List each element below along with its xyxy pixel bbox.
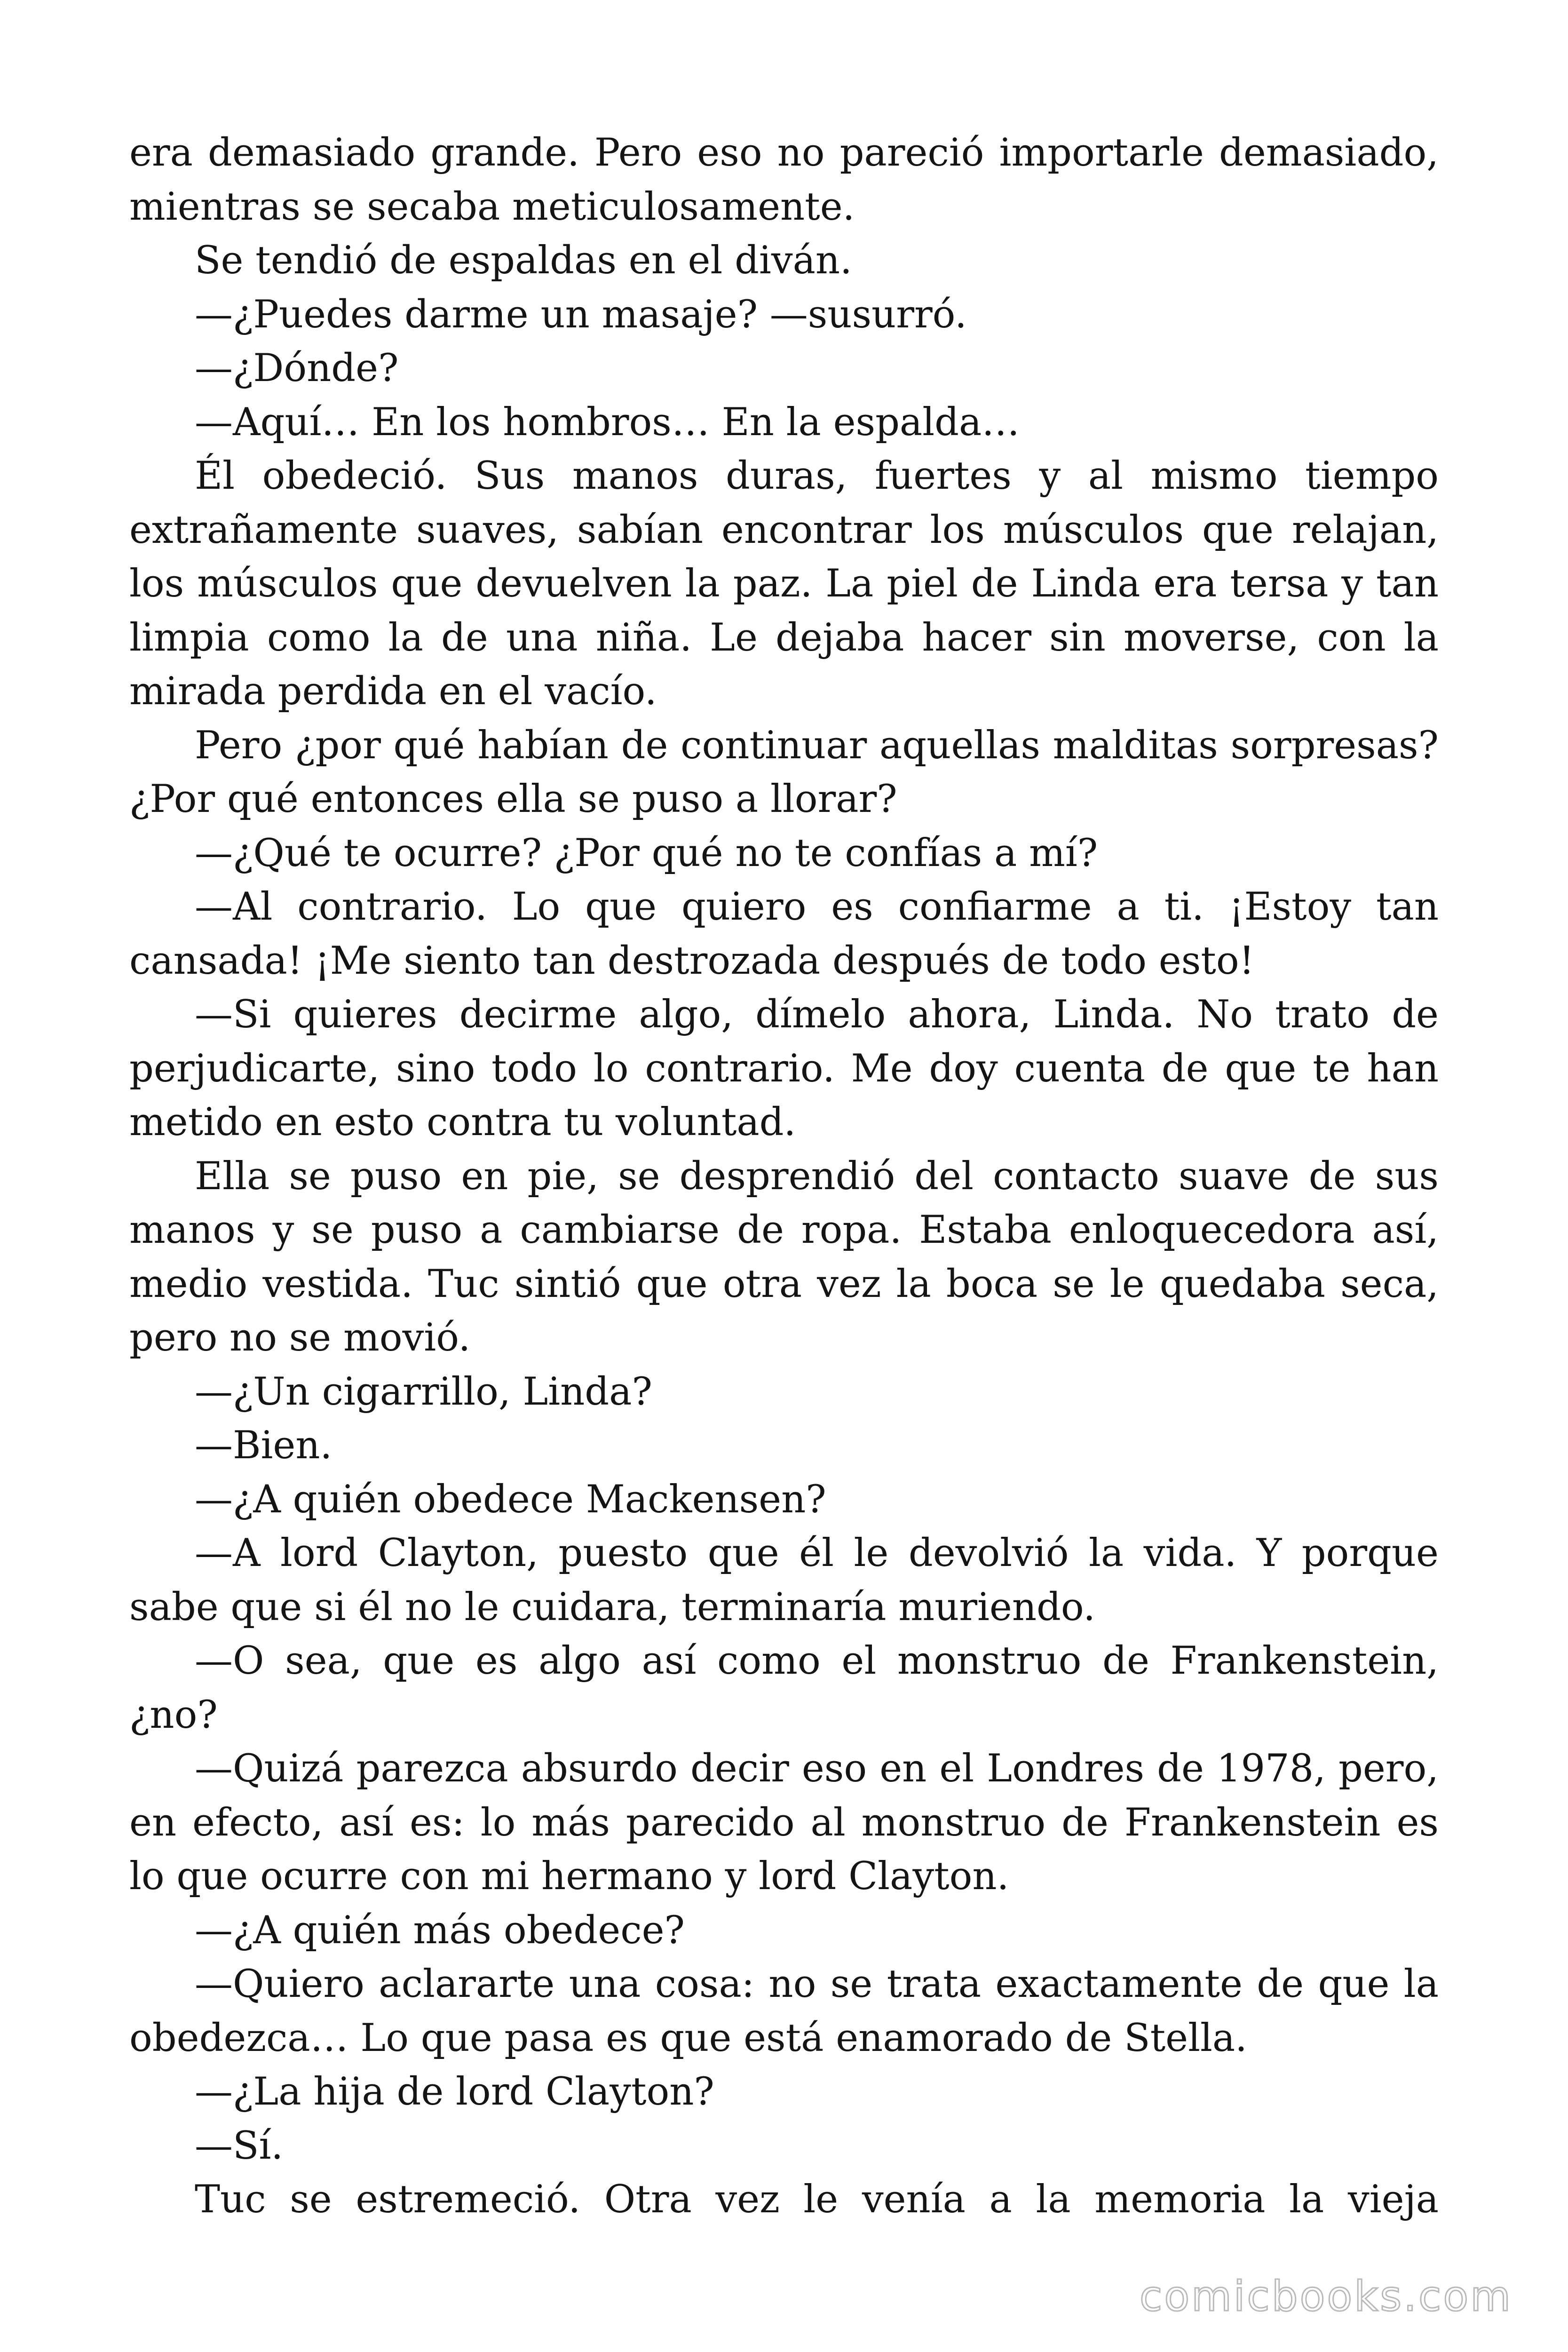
paragraph: —Quizá parezca absurdo decir eso en el Londres de 1978, pero, en efecto, así es: lo más parecido al monstruo de Frankenstein es lo que ocurre con mi hermano y lord Clayton. [129,1747,1439,1899]
paragraph: —A lord Clayton, puesto que él le devolvió la vida. Y porque sabe que si él no le cuidara, terminaría muriendo. [129,1531,1439,1629]
watermark-text: comicbooks.com [1139,2272,1513,2320]
paragraph: —O sea, que es algo así como el monstruo de Frankenstein, ¿no? [129,1639,1439,1737]
paragraph: Se tendió de espaldas en el diván. [195,238,852,283]
paragraph: —Si quieres decirme algo, dímelo ahora, Linda. No trato de perjudicarte, sino todo lo contrario. Me doy cuenta de que te han metido en esto contra tu voluntad. [129,993,1439,1144]
paragraph: Tuc se estremeció. Otra vez le venía a la memoria la vieja [195,2177,1439,2222]
paragraph: —¿Un cigarrillo, Linda? [195,1369,652,1414]
paragraph: —¿La hija de lord Clayton? [195,2070,714,2114]
paragraph: —Quiero aclararte una cosa: no se trata exactamente de que la obedezca… Lo que pasa es que está enamorado de Stella. [129,1962,1439,2060]
paragraph: —Sí. [195,2123,284,2168]
paragraph: —¿Qué te ocurre? ¿Por qué no te confías a mí? [195,831,1098,875]
paragraph: era demasiado grande. Pero eso no pareció importarle demasiado, mientras se secaba meticulosamente. [129,131,1439,229]
paragraph: —Al contrario. Lo que quiero es confiarme a ti. ¡Estoy tan cansada! ¡Me siento tan destrozada después de todo esto! [129,885,1439,983]
paragraph: —¿A quién más obedece? [195,1908,685,1953]
paragraph: —¿A quién obedece Mackensen? [195,1477,826,1522]
paragraph: —Aquí… En los hombros… En la espalda… [195,400,1020,445]
paragraph: —¿Dónde? [195,346,399,390]
paragraph: —¿Puedes darme un masaje? —susurró. [195,292,967,337]
body-text [129,126,1439,2227]
paragraph: Ella se puso en pie, se desprendió del contacto suave de sus manos y se puso a cambiarse de ropa. Estaba enloquecedora así, medio vestida. Tuc sintió que otra vez la boca se le quedaba seca, pero no se movió. [129,1154,1439,1360]
paragraph: Él obedeció. Sus manos duras, fuertes y al mismo tiempo extrañamente suaves, sabían encontrar los músculos que relajan, los músculos que devuelven la paz. La piel de Linda era tersa y tan limpia como la de una niña. Le dejaba hacer sin moverse, con la mirada perdida en el vacío. [129,454,1439,714]
paragraph: —Bien. [195,1423,333,1468]
paragraph: Pero ¿por qué habían de continuar aquellas malditas sorpresas? ¿Por qué entonces ella se puso a llorar? [129,723,1439,821]
